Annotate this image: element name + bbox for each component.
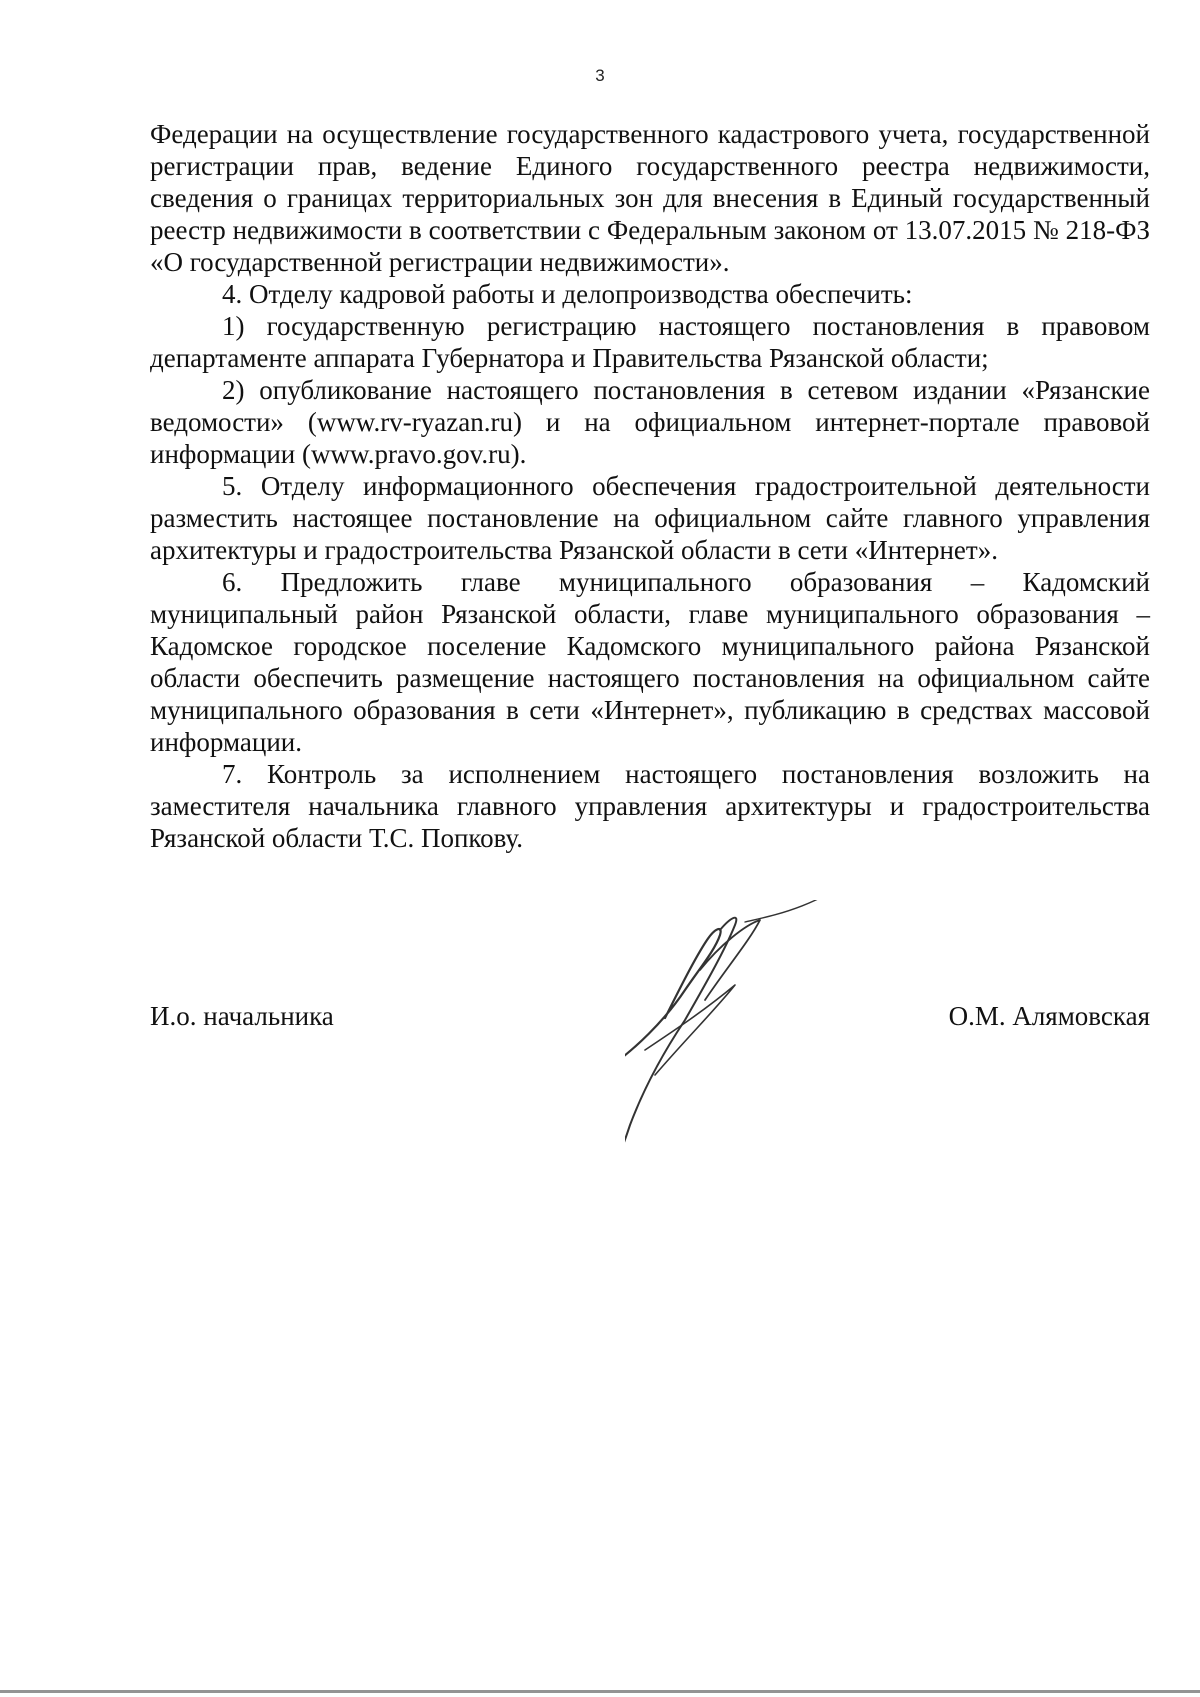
paragraph-item-6: 6. Предложить главе муниципального образования – Кадомский муниципальный район Рязанской области, главе муниципального образования – Кадомское городское поселение Кадомского муниципального района Рязанской области обеспечить размещение настоящего постановления на официальном сайте муниципального образования в сети «Интернет», публикацию в средствах массовой информации. (150, 567, 1150, 757)
signer-name: О.М. Алямовская (948, 1001, 1150, 1031)
paragraph-item-4-1: 1) государственную регистрацию настоящего постановления в правовом департаменте аппарата Губернатора и Правительства Рязанской области; (150, 311, 1150, 373)
paragraph-item-4-2: 2) опубликование настоящего постановления в сетевом издании «Рязанские ведомости» (www.rv-ryazan.ru) и на официальном интернет-портале правовой информации (www.pravo.gov.ru). (150, 375, 1150, 469)
page-number: 3 (595, 66, 605, 85)
scan-edge-line (0, 1690, 1200, 1693)
paragraph-item-7: 7. Контроль за исполнением настоящего постановления возложить на заместителя начальника главного управления архитектуры и градостроительства Рязанской области Т.С. Попкову. (150, 759, 1150, 853)
paragraph-continuation: Федерации на осуществление государственного кадастрового учета, государственной регистрации прав, ведение Единого государственного реестра недвижимости, сведения о границах территориальных зон для внесения в Единый государственный реестр недвижимости в соответствии с Федеральным законом от 13.07.2015 № 218-ФЗ «О государственной регистрации недвижимости». (150, 119, 1150, 277)
document-body (150, 118, 1150, 854)
paragraph-item-5: 5. Отделу информационного обеспечения градостроительной деятельности разместить настоящее постановление на официальном сайте главного управления архитектуры и градостроительства Рязанской области в сети «Интернет». (150, 471, 1150, 565)
handwritten-signature-icon (625, 900, 910, 1170)
signer-position-title: И.о. начальника (150, 1001, 334, 1031)
paragraph-item-4: 4. Отделу кадровой работы и делопроизводства обеспечить: (222, 279, 913, 309)
